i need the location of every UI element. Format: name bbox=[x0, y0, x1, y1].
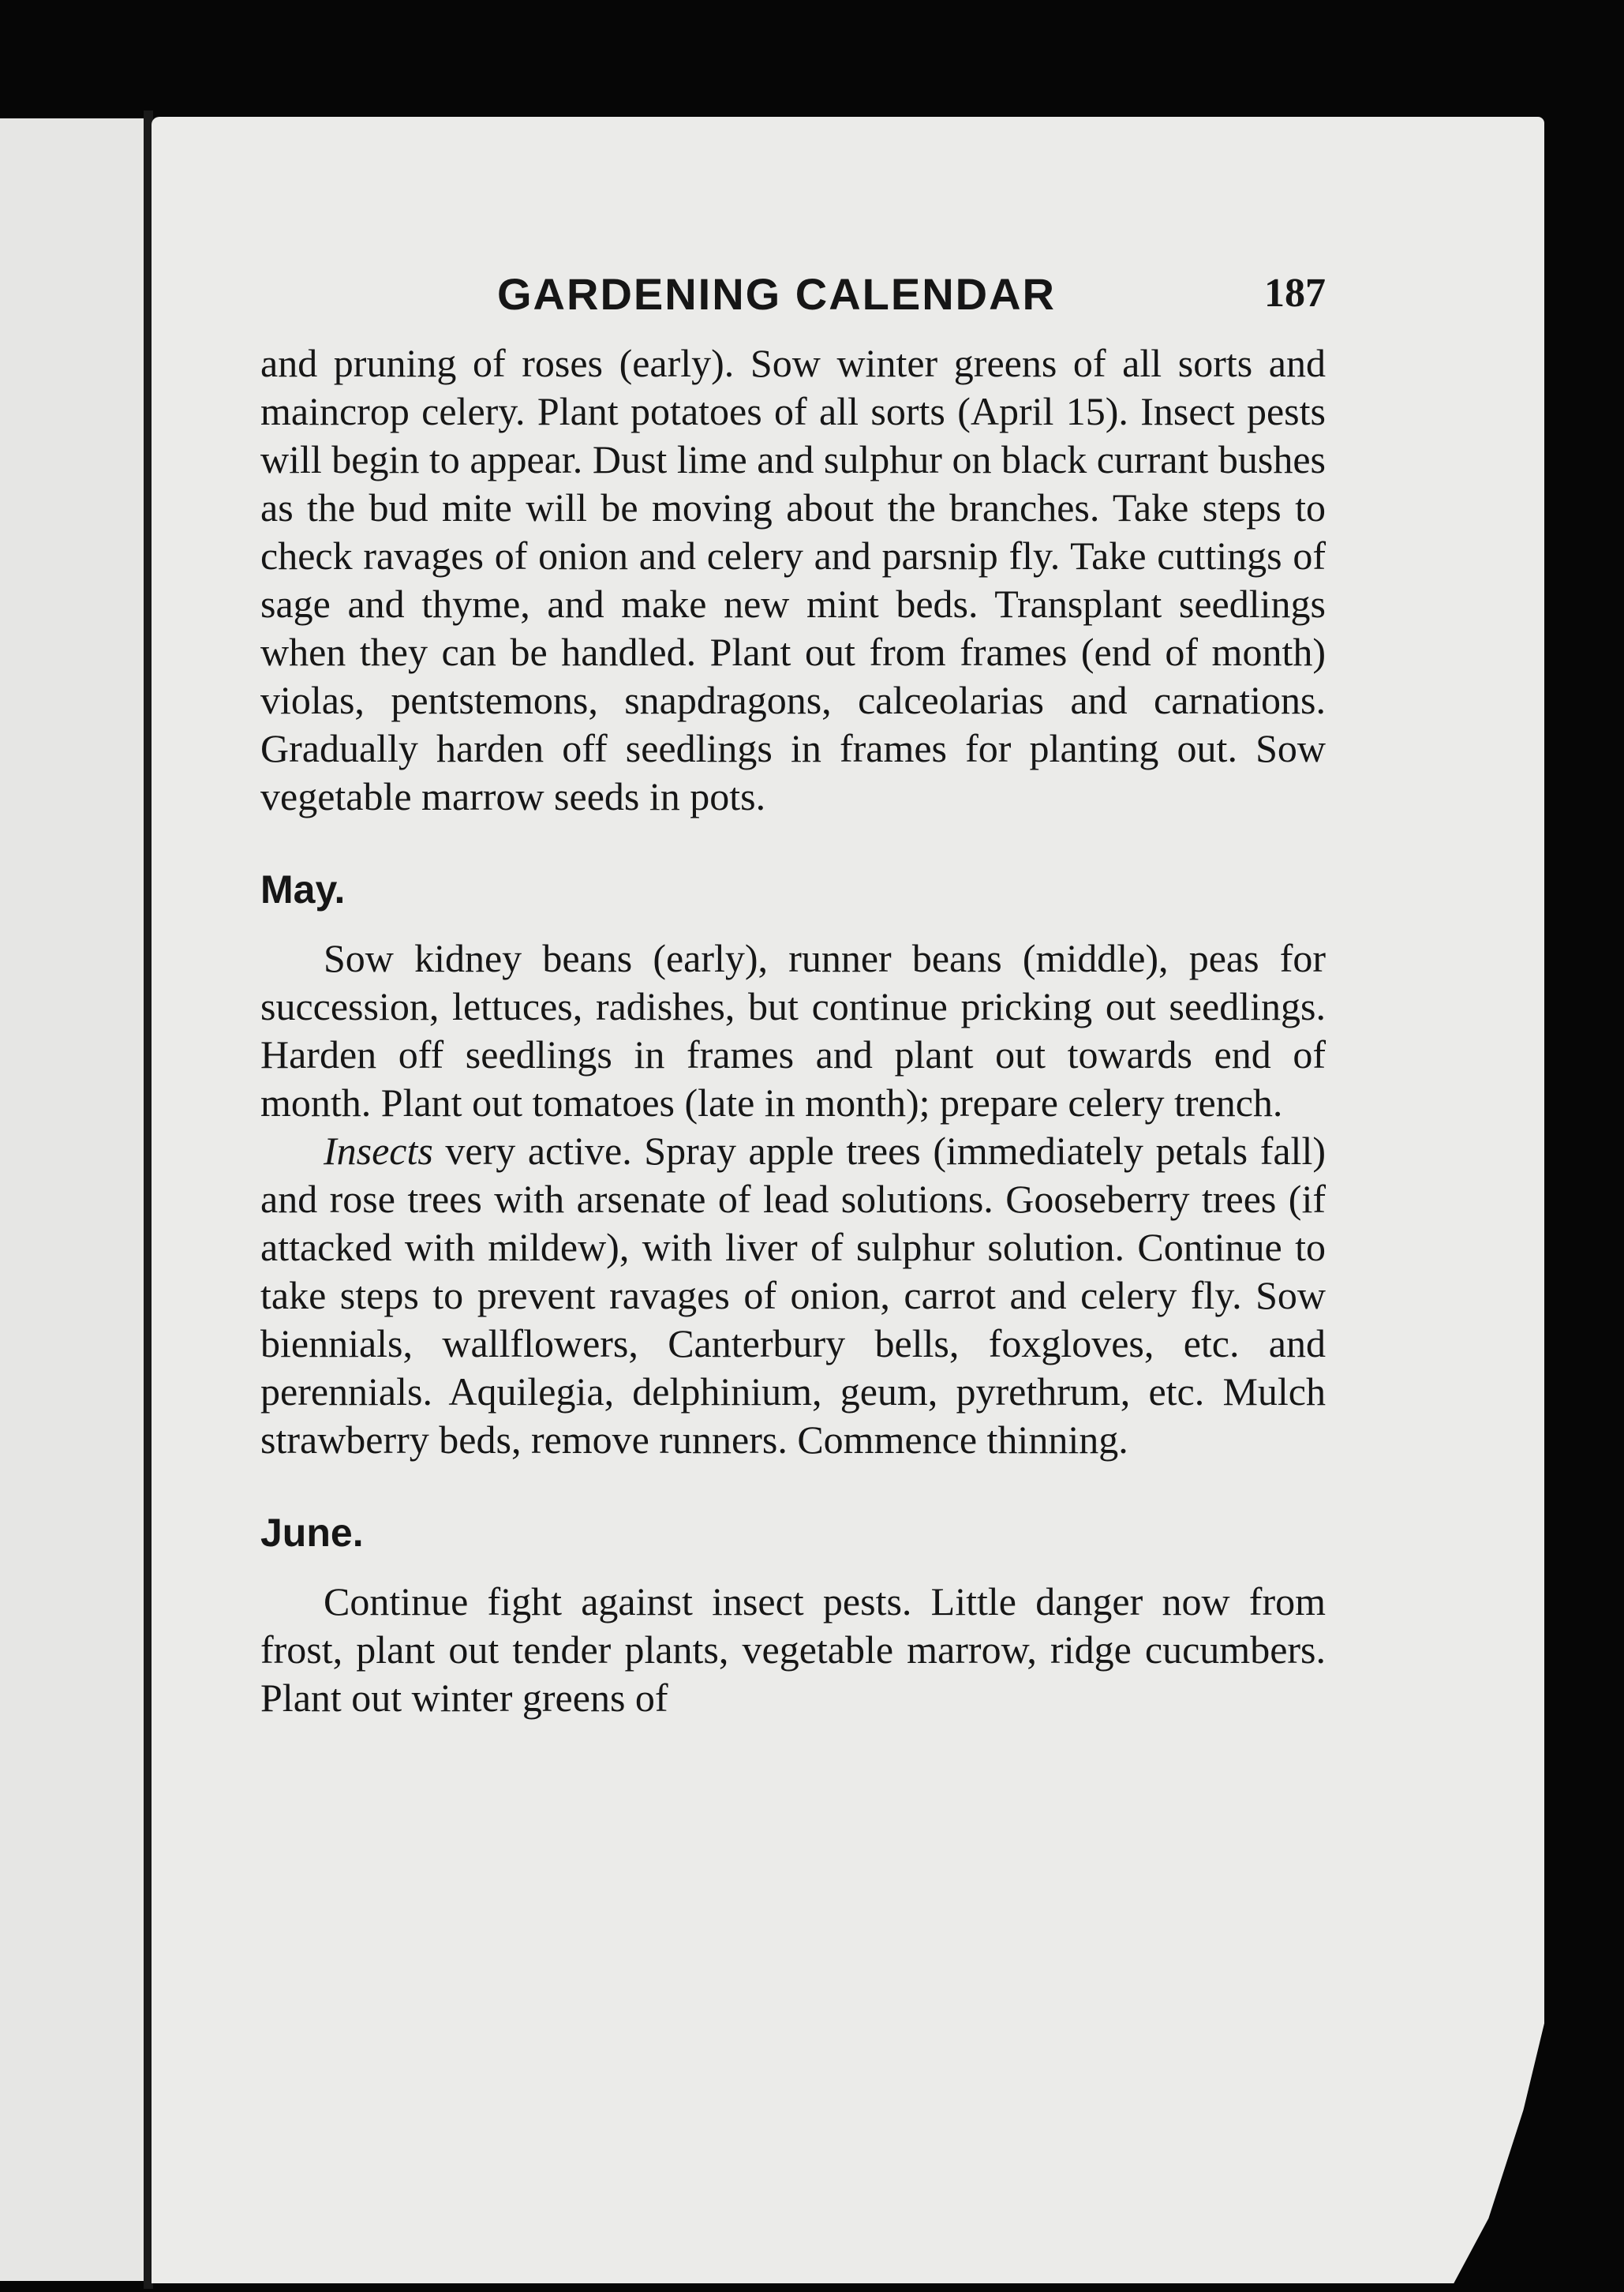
may-paragraph-2 bbox=[260, 1127, 1326, 1464]
facing-page-edge bbox=[0, 118, 150, 2281]
may-paragraph-2-text: very active. Spray apple trees (immediately petals fall) and rose trees with arsenate of lead solutions. Gooseberry trees (if attacked with mildew), with liver of sulphur solution. Continue to take steps to prevent ravages of onion, carrot and celery fly. Sow biennials, wallflowers, Canterbury bells, foxgloves, etc. and perennials. Aquilegia, delphinium, geum, pyrethrum, etc. Mulch strawberry beds, remove runners. Commence thinning. bbox=[260, 1129, 1326, 1462]
page-number: 187 bbox=[1264, 271, 1326, 316]
month-heading-may: May. bbox=[260, 867, 346, 912]
running-title: GARDENING CALENDAR bbox=[497, 269, 1056, 319]
insects-lead-word: Insects bbox=[324, 1129, 433, 1173]
june-paragraph-1: Continue fight against insect pests. Little danger now from frost, plant out tender plants, vegetable marrow, ridge cucumbers. Plant out winter greens of bbox=[260, 1579, 1326, 1720]
april-continued-paragraph: and pruning of roses (early). Sow winter greens of all sorts and maincrop celery. Plant potatoes of all sorts (April 15). Insect pests will begin to appear. Dust lime and sulphur on black currant bushes as the bud mite will be moving about the branches. Take steps to check ravages of onion and celery and parsnip fly. Take cuttings of sage and thyme, and make new mint beds. Transplant seedlings when they can be handled. Plant out from frames (end of month) violas, pentstemons, snapdragons, calceolarias and carnations. Gradually harden off seedlings in frames for planting out. Sow vegetable marrow seeds in pots. bbox=[260, 341, 1326, 818]
running-header bbox=[260, 268, 1326, 339]
page-content bbox=[260, 268, 1326, 1722]
month-heading-june: June. bbox=[260, 1511, 364, 1555]
may-paragraph-1: Sow kidney beans (early), runner beans (middle), peas for succession, lettuces, radishes, but continue pricking out seedlings. Harden off seedlings in frames and plant out towards end of month. Plant out tomatoes (late in month); prepare celery trench. bbox=[260, 936, 1326, 1125]
